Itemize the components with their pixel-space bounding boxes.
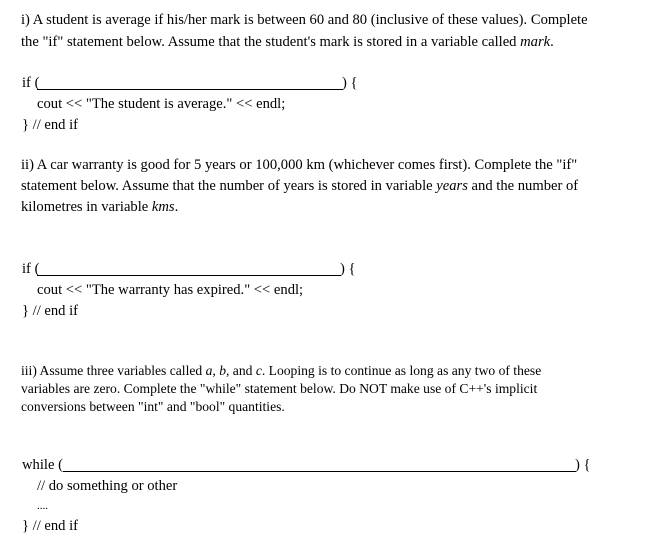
q3-line1-b: , <box>212 363 220 378</box>
q2-var-years: years <box>436 178 468 194</box>
q2-if-close: ) { <box>340 261 356 277</box>
q1-line2-prefix: the "if" statement below. Assume that the student's mark is stored in a variable called <box>21 34 521 50</box>
q2-text-line-3 <box>21 197 178 218</box>
q3-text-line-3: conversions between "int" and "bool" quantities. <box>21 399 285 414</box>
q2-line3-prefix: kilometres in variable <box>21 199 152 215</box>
q3-text-line-2: variables are zero. Complete the "while" statement below. Do NOT make use of C++'s implicit <box>21 381 538 396</box>
q1-text-line-2 <box>21 32 554 53</box>
q2-condition-blank[interactable] <box>37 275 341 276</box>
q3-code-end: } // end if <box>22 518 79 534</box>
q1-code-body: cout << "The student is average." << endl; <box>37 96 286 112</box>
q3-line1-d: . Looping is to continue as long as any two of these <box>261 363 542 378</box>
q2-var-kms: kms <box>151 199 175 215</box>
q1-condition-blank[interactable] <box>37 89 343 90</box>
q3-while-close: ) { <box>575 457 591 473</box>
q2-line2-suffix: and the number of <box>467 178 579 194</box>
q3-var-a: a <box>205 363 213 378</box>
q2-text-line-1: ii) A car warranty is good for 5 years or 100,000 km (whichever comes first). Complete the "if" <box>21 157 578 173</box>
q3-code-dots: .... <box>37 500 48 512</box>
q3-code-comment: // do something or other <box>37 478 178 494</box>
q1-if-close: ) { <box>342 75 358 91</box>
q1-var-mark: mark <box>520 34 551 50</box>
q3-while-open: while ( <box>22 457 63 473</box>
q3-line1-a: iii) Assume three variables called <box>21 363 206 378</box>
q2-if-open: if ( <box>22 261 40 277</box>
q2-code-body: cout << "The warranty has expired." << endl; <box>37 282 304 298</box>
q3-line1-c: , and <box>225 363 256 378</box>
q3-var-c: c <box>255 363 262 378</box>
q2-text-line-2 <box>21 176 578 197</box>
q1-if-open: if ( <box>22 75 40 91</box>
q2-line2-prefix: statement below. Assume that the number of years is stored in variable <box>21 178 437 194</box>
q1-line2-suffix: . <box>550 34 554 50</box>
q1-text-line-1: i) A student is average if his/her mark is between 60 and 80 (inclusive of these values). Complete <box>21 12 588 28</box>
q3-text-line-1 <box>21 362 541 380</box>
q1-code-end: } // end if <box>22 117 79 133</box>
q3-var-b: b <box>219 363 226 378</box>
q2-line3-suffix: . <box>174 199 179 215</box>
q2-code-end: } // end if <box>22 303 79 319</box>
q3-condition-blank[interactable] <box>63 471 576 472</box>
